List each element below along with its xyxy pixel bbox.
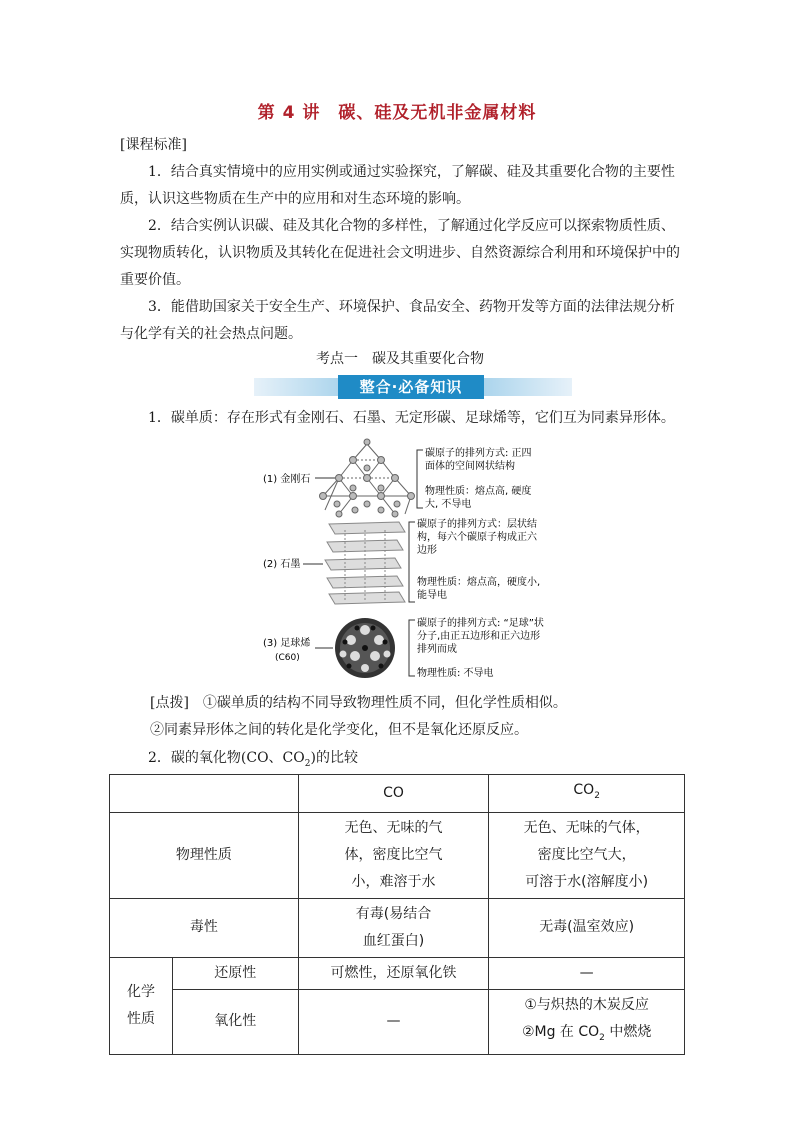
standard-label: [课程标准] [120, 137, 187, 153]
diamond-phys-2: 大, 不导电 [425, 499, 472, 510]
cell-co2-oxidizability [489, 989, 685, 1054]
item-2: 2．碳的氧化物(CO、$CO_2$)的比较 [148, 750, 358, 769]
page-title: 第 4 讲 碳、硅及无机非金属材料 [257, 103, 537, 123]
cell-co-toxicity [298, 898, 489, 957]
table-corner-cell [110, 775, 299, 813]
banner-label: 整合·必备知识 [338, 375, 484, 399]
graphite-phys-2: 能导电 [417, 590, 447, 601]
cell-line: 性质 [126, 1010, 155, 1027]
cell-line: 血红蛋白) [362, 932, 425, 949]
carbon-allotropes-figure [255, 430, 585, 688]
table-row-reducibility [110, 957, 685, 989]
c60-arrange-3: 排列而成 [417, 644, 457, 655]
diamond-bracket [417, 450, 423, 508]
cell-line: 体，密度比空气 [344, 846, 443, 863]
c60-bracket [409, 620, 415, 676]
c60-label: (3) 足球烯 [263, 638, 311, 649]
cell-co2-physical [489, 812, 685, 898]
header-co: CO [298, 775, 489, 813]
diamond-arrange-2: 面体的空间网状结构 [425, 461, 515, 472]
cell-line: 无色、无味的气体， [523, 819, 650, 836]
c60-arrange-1: 碳原子的排列方式: “足球”状 [417, 618, 544, 629]
standard-3: 3．能借助国家关于安全生产、环境保护、食品安全、药物开发等方面的法律法规分析与化学有关的社会热点问题。 [120, 299, 675, 342]
row-label-toxicity: 毒性 [110, 898, 299, 957]
cell-line: 密度比空气大， [537, 846, 636, 863]
graphite-arrange-3: 边形 [417, 545, 437, 556]
graphite-phys-1: 物理性质：熔点高，硬度小, [417, 577, 541, 588]
cell-line: 小，难溶于水 [351, 873, 436, 890]
table-row-physical [110, 812, 685, 898]
cell-line: ②Mg 在 $CO_2$ 中燃烧 [521, 1023, 652, 1043]
standard-2: 2．结合实例认识碳、硅及其化合物的多样性，了解通过化学反应可以探索物质性质、实现物质转化，认识物质及其转化在促进社会文明进步、自然资源综合利用和环境保护中的重要价值。 [120, 218, 680, 288]
cell-line: 无色、无味的气 [344, 819, 443, 836]
cell-line: 有毒(易结合 [355, 905, 432, 922]
c60-arrange-2: 分子,由正五边形和正六边形 [417, 631, 541, 642]
c60-structure-illustration [335, 618, 395, 678]
oxides-comparison-table [109, 774, 685, 1055]
cell-co2-toxicity: 无毒(温室效应) [489, 898, 685, 957]
table-row-toxicity [110, 898, 685, 957]
cell-line: 化学 [126, 983, 155, 1000]
diamond-label: (1) 金刚石 [263, 474, 311, 485]
table-row-oxidizability [110, 989, 685, 1054]
table-header-row [110, 775, 685, 813]
item-1: 1．碳单质：存在形式有金刚石、石墨、无定形碳、足球烯等，它们互为同素异形体。 [148, 410, 675, 426]
row-label-chemical [110, 957, 173, 1054]
graphite-arrange-1: 碳原子的排列方式：层状结 [417, 519, 537, 530]
cell-line: 可溶于水(溶解度小) [525, 873, 649, 890]
graphite-structure-illustration [325, 522, 405, 604]
cell-co2-reducibility: — [489, 957, 685, 989]
standard-1: 1．结合真实情境中的应用实例或通过实验探究，了解碳、硅及其重要化合物的主要性质，认识这些物质在生产中的应用和对生态环境的影响。 [120, 164, 675, 207]
row-label-oxidizability: 氧化性 [172, 989, 298, 1054]
c60-phys-1: 物理性质: 不导电 [417, 668, 494, 679]
cell-co-physical [298, 812, 489, 898]
graphite-arrange-2: 构，每六个碳原子构成正六 [417, 532, 537, 543]
cell-co-reducibility: 可燃性，还原氧化铁 [298, 957, 489, 989]
section-title: 考点一 碳及其重要化合物 [316, 351, 484, 367]
cell-co-oxidizability: — [298, 989, 489, 1054]
diamond-phys-1: 物理性质：熔点高, 硬度 [425, 486, 532, 497]
diamond-arrange-1: 碳原子的排列方式: 正四 [425, 448, 532, 459]
row-label-physical: 物理性质 [110, 812, 299, 898]
tip-2: ②同素异形体之间的转化是化学变化，但不是氧化还原反应。 [150, 722, 528, 738]
tip-1: [点拨] ①碳单质的结构不同导致物理性质不同，但化学性质相似。 [150, 695, 567, 711]
graphite-bracket [409, 522, 415, 602]
header-co2: $CO_2$ [489, 775, 685, 813]
graphite-label: (2) 石墨 [263, 559, 301, 570]
c60-formula: (C60) [275, 653, 300, 663]
cell-line: ①与炽热的木炭反应 [524, 996, 649, 1013]
row-label-reducibility: 还原性 [172, 957, 298, 989]
